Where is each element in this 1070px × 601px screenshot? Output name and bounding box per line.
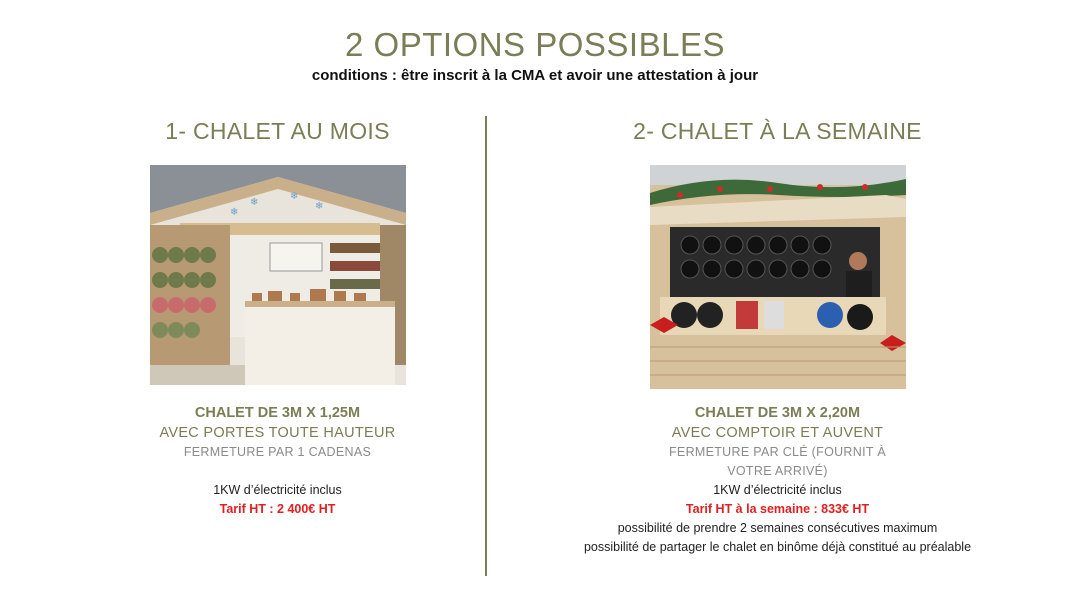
svg-text:❄: ❄: [229, 207, 238, 218]
option-2-price: Tarif HT à la semaine : 833€ HT: [685, 502, 870, 516]
option-2-features: AVEC COMPTOIR ET AUVENT: [671, 425, 884, 441]
option-2-heading: 2- CHALET À LA SEMAINE: [633, 118, 922, 144]
conditions-text: conditions : être inscrit à la CMA et avoir une attestation à jour: [311, 67, 759, 84]
option-2-note-sharing: possibilité de partager le chalet en binôme déjà constitué au préalable: [583, 540, 972, 554]
svg-text:❄: ❄: [249, 197, 258, 208]
option-1-closing: FERMETURE PAR 1 CADENAS: [183, 445, 372, 459]
column-divider: [485, 116, 487, 576]
option-1-size: CHALET DE 3M X 1,25M: [194, 405, 361, 421]
option-1-electricity: 1KW d’électricité inclus: [213, 483, 342, 497]
option-1-doors: AVEC PORTES TOUTE HAUTEUR: [159, 425, 396, 441]
option-1-heading: 1- CHALET AU MOIS: [165, 118, 390, 144]
option-2-closing-line1: FERMETURE PAR CLÉ (FOURNIT À: [669, 445, 886, 459]
svg-text:❄: ❄: [314, 201, 323, 212]
svg-text:❄: ❄: [289, 191, 298, 202]
chalet-interior-illustration: [150, 165, 406, 385]
option-2-column: [505, 116, 1050, 557]
option-1-price: Tarif HT : 2 400€ HT: [219, 502, 336, 516]
chalet-counter-illustration: [650, 165, 906, 389]
option-2-closing-line2: VOTRE ARRIVÉ): [727, 464, 828, 478]
option-2-chalet-photo: [650, 165, 906, 389]
option-1-chalet-photo: [150, 165, 406, 385]
option-2-note-weeks: possibilité de prendre 2 semaines consécutives maximum: [617, 521, 938, 535]
option-1-column: [100, 116, 455, 519]
option-2-electricity: 1KW d’électricité inclus: [713, 483, 842, 497]
page-title: 2 OPTIONS POSSIBLES: [345, 26, 725, 63]
option-2-size: CHALET DE 3M X 2,20M: [694, 405, 861, 421]
